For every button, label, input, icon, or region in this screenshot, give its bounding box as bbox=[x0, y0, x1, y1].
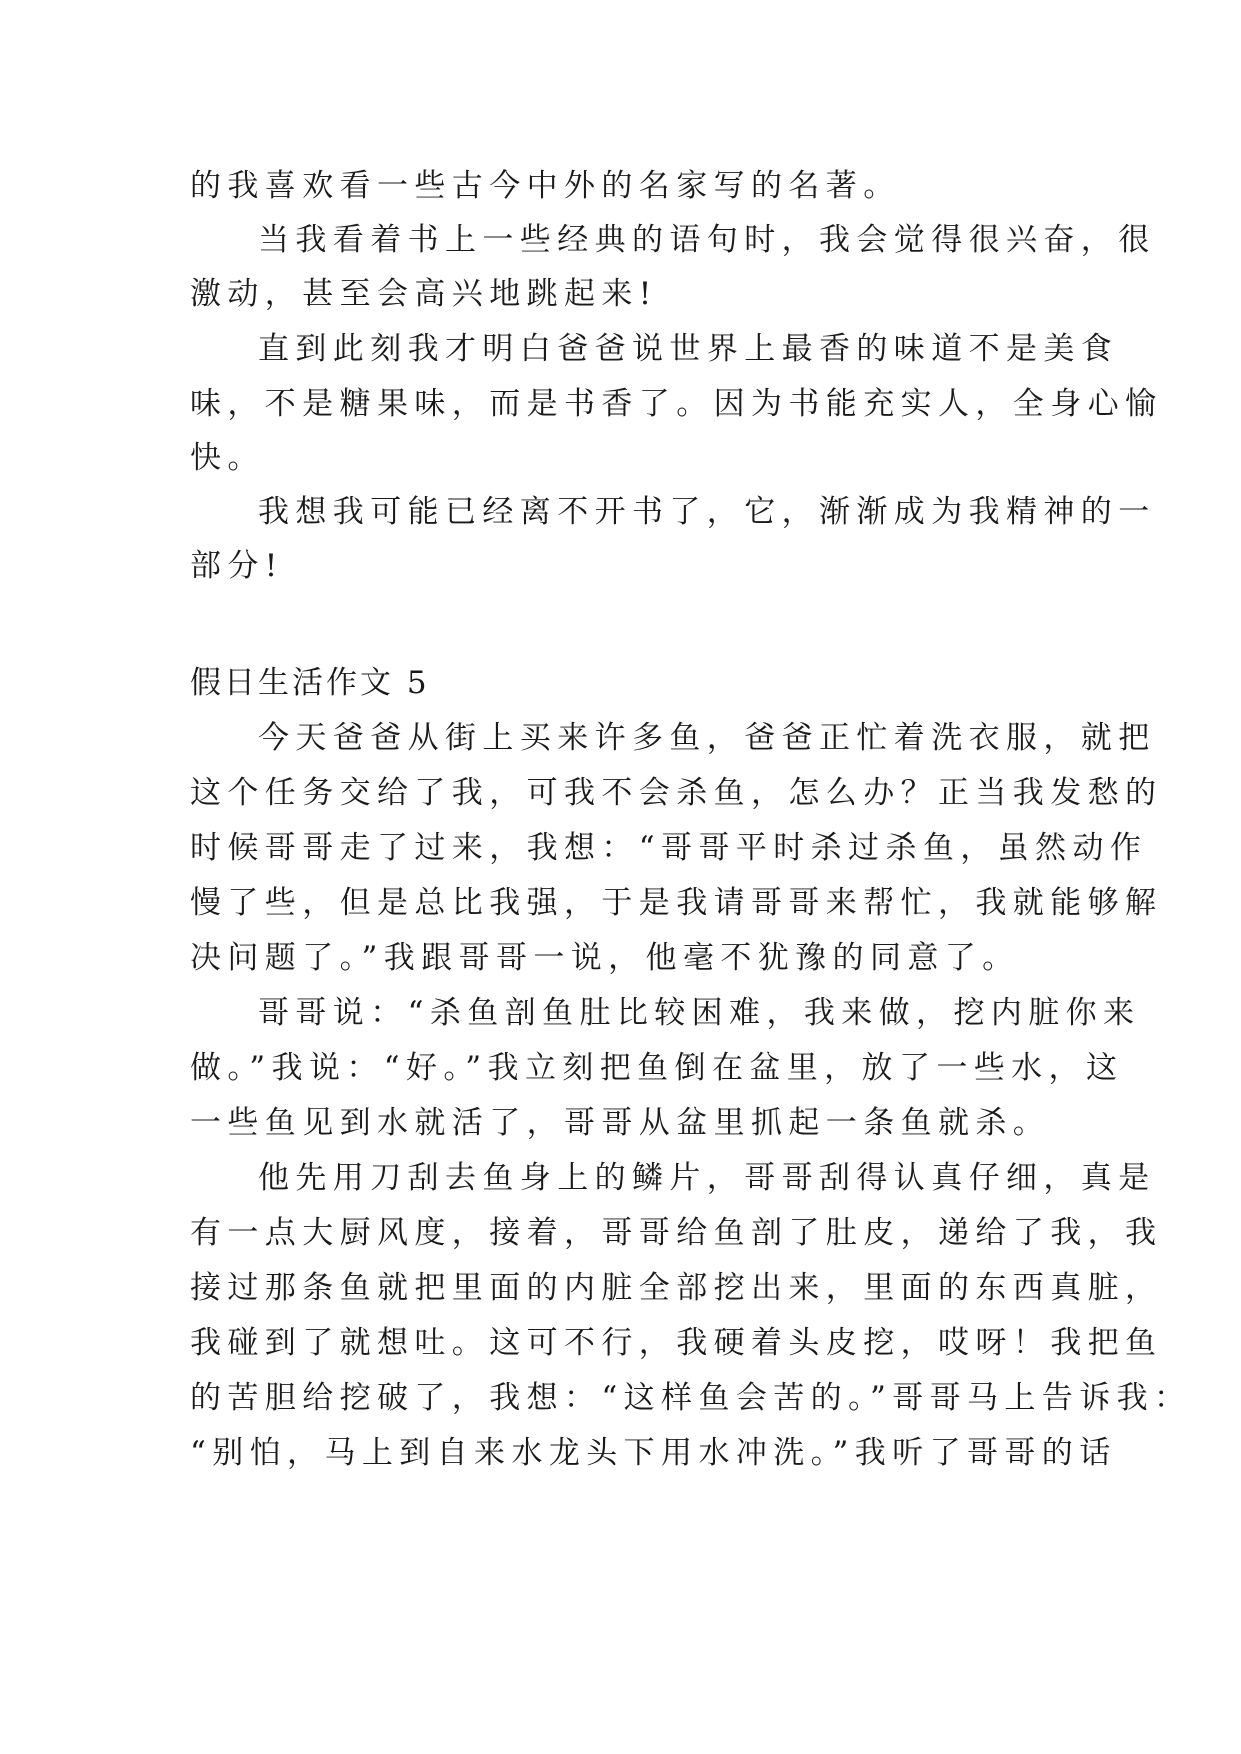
paragraph-line: 当我看着书上一些经典的语句时，我会觉得很兴奋，很 bbox=[258, 222, 1156, 258]
paragraph-line: 他先用刀刮去鱼身上的鳞片，哥哥刮得认真仔细，真是 bbox=[258, 1160, 1156, 1196]
paragraph-line: 有一点大厨风度，接着，哥哥给鱼剖了肚皮，递给了我，我 bbox=[190, 1215, 1163, 1251]
paragraph-line: 我想我可能已经离不开书了，它，渐渐成为我精神的一 bbox=[258, 494, 1156, 530]
paragraph-line: 部分! bbox=[190, 548, 284, 584]
paragraph-line: 时候哥哥走了过来，我想：“哥哥平时杀过杀鱼，虽然动作 bbox=[190, 830, 1148, 866]
paragraph-line: 味，不是糖果味，而是书香了。因为书能充实人，全身心愉 bbox=[190, 386, 1163, 422]
paragraph-line: 做。”我说：“好。”我立刻把鱼倒在盆里，放了一些水，这 bbox=[190, 1050, 1124, 1086]
paragraph-line: 一些鱼见到水就活了，哥哥从盆里抓起一条鱼就杀。 bbox=[190, 1105, 1051, 1141]
section-heading: 假日生活作文 5 bbox=[190, 665, 430, 701]
paragraph-line: 我碰到了就想吐。这可不行，我硬着头皮挖，哎呀！我把鱼 bbox=[190, 1325, 1163, 1361]
paragraph-line: 的苦胆给挖破了，我想：“这样鱼会苦的。”哥哥马上告诉我： bbox=[190, 1380, 1192, 1416]
paragraph-line: 接过那条鱼就把里面的内脏全部挖出来，里面的东西真脏， bbox=[190, 1270, 1163, 1306]
paragraph-line: 慢了些，但是总比我强，于是我请哥哥来帮忙，我就能够解 bbox=[190, 885, 1163, 921]
paragraph-line: 决问题了。”我跟哥哥一说，他毫不犹豫的同意了。 bbox=[190, 940, 1020, 976]
paragraph-line: 快。 bbox=[190, 440, 265, 476]
paragraph-line: 直到此刻我才明白爸爸说世界上最香的味道不是美食 bbox=[258, 331, 1119, 367]
paragraph-line: 的我喜欢看一些古今中外的名家写的名著。 bbox=[190, 168, 901, 204]
paragraph-line: 这个任务交给了我，可我不会杀鱼，怎么办？正当我发愁的 bbox=[190, 775, 1163, 811]
paragraph-line: 今天爸爸从街上买来许多鱼，爸爸正忙着洗衣服，就把 bbox=[258, 720, 1156, 756]
paragraph-line: 激动，甚至会高兴地跳起来! bbox=[190, 276, 658, 312]
paragraph-line: “别怕，马上到自来水龙头下用水冲洗。”我听了哥哥的话 bbox=[190, 1435, 1117, 1471]
paragraph-line: 哥哥说：“杀鱼剖鱼肚比较困难，我来做，挖内脏你来 bbox=[258, 995, 1141, 1031]
